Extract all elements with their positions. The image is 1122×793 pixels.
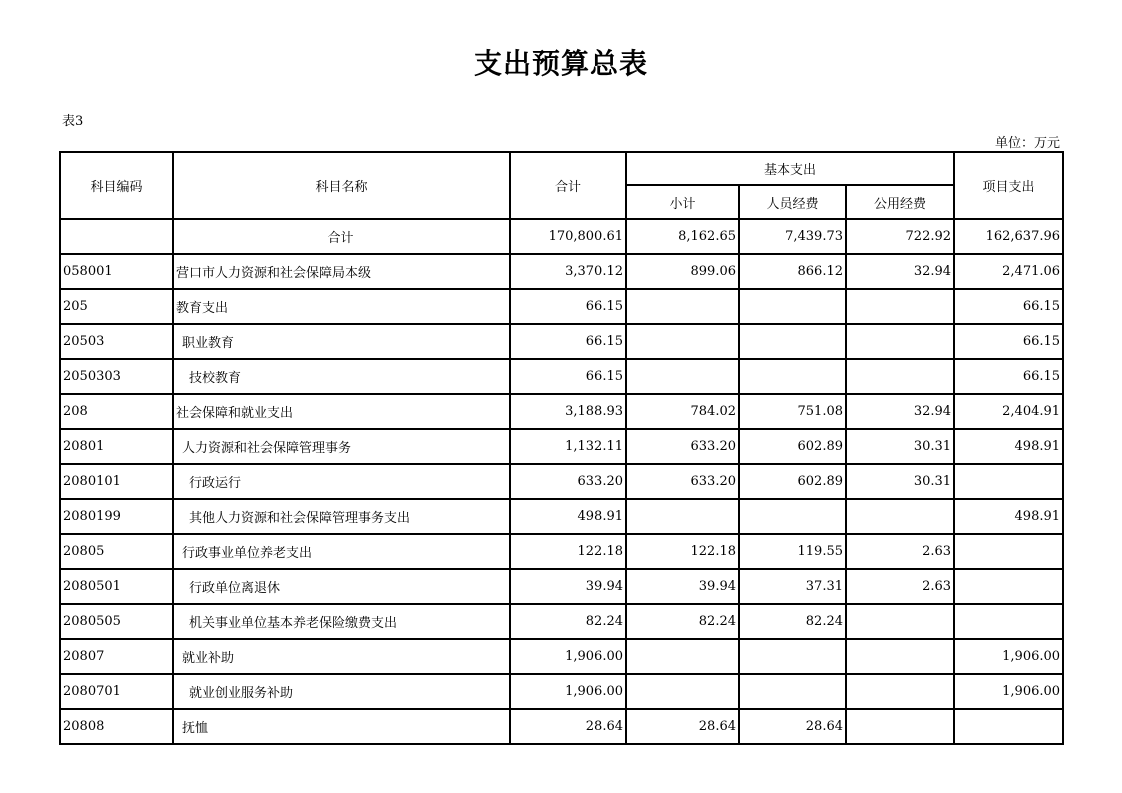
cell-code: 205 — [60, 289, 173, 324]
cell-subtotal: 8,162.65 — [626, 219, 739, 254]
table-row — [60, 289, 1063, 324]
cell-name: 就业创业服务补助 — [173, 674, 510, 709]
table-row — [60, 359, 1063, 394]
table-row — [60, 254, 1063, 289]
cell-code: 20805 — [60, 534, 173, 569]
cell-name: 就业补助 — [173, 639, 510, 674]
table-body — [60, 219, 1063, 744]
cell-subtotal: 633.20 — [626, 464, 739, 499]
cell-subtotal: 633.20 — [626, 429, 739, 464]
cell-subtotal — [626, 324, 739, 359]
table-row — [60, 569, 1063, 604]
cell-name: 社会保障和就业支出 — [173, 394, 510, 429]
cell-code: 208 — [60, 394, 173, 429]
budget-table — [59, 151, 1064, 745]
cell-code: 058001 — [60, 254, 173, 289]
cell-project — [954, 604, 1063, 639]
cell-total: 66.15 — [510, 289, 626, 324]
cell-total: 122.18 — [510, 534, 626, 569]
cell-public — [846, 499, 954, 534]
cell-personnel: 82.24 — [739, 604, 846, 639]
cell-code: 2080101 — [60, 464, 173, 499]
table-row — [60, 674, 1063, 709]
cell-name: 人力资源和社会保障管理事务 — [173, 429, 510, 464]
cell-total: 633.20 — [510, 464, 626, 499]
cell-name: 机关事业单位基本养老保险缴费支出 — [173, 604, 510, 639]
header-total: 合计 — [510, 152, 626, 219]
cell-project — [954, 534, 1063, 569]
cell-name: 其他人力资源和社会保障管理事务支出 — [173, 499, 510, 534]
cell-name: 行政事业单位养老支出 — [173, 534, 510, 569]
cell-subtotal — [626, 499, 739, 534]
cell-personnel — [739, 289, 846, 324]
cell-project: 2,471.06 — [954, 254, 1063, 289]
cell-total: 66.15 — [510, 359, 626, 394]
cell-project: 1,906.00 — [954, 639, 1063, 674]
table-row — [60, 219, 1063, 254]
cell-public — [846, 324, 954, 359]
cell-public — [846, 604, 954, 639]
cell-total: 3,370.12 — [510, 254, 626, 289]
cell-name: 职业教育 — [173, 324, 510, 359]
cell-personnel — [739, 499, 846, 534]
cell-project: 66.15 — [954, 289, 1063, 324]
cell-total: 170,800.61 — [510, 219, 626, 254]
table-row — [60, 534, 1063, 569]
cell-project: 498.91 — [954, 499, 1063, 534]
cell-subtotal: 28.64 — [626, 709, 739, 744]
header-basic: 基本支出 — [626, 152, 954, 185]
cell-total: 82.24 — [510, 604, 626, 639]
header-project: 项目支出 — [954, 152, 1063, 219]
cell-code: 20808 — [60, 709, 173, 744]
table-number: 表3 — [62, 114, 84, 129]
page-title: 支出预算总表 — [473, 47, 648, 80]
cell-subtotal — [626, 359, 739, 394]
cell-personnel: 37.31 — [739, 569, 846, 604]
header-name: 科目名称 — [173, 152, 510, 219]
cell-public: 2.63 — [846, 569, 954, 604]
cell-public — [846, 359, 954, 394]
cell-personnel — [739, 324, 846, 359]
cell-name: 抚恤 — [173, 709, 510, 744]
cell-total: 1,132.11 — [510, 429, 626, 464]
cell-personnel: 751.08 — [739, 394, 846, 429]
cell-code: 2080501 — [60, 569, 173, 604]
cell-public — [846, 674, 954, 709]
table-row — [60, 429, 1063, 464]
cell-personnel: 602.89 — [739, 464, 846, 499]
cell-personnel: 28.64 — [739, 709, 846, 744]
cell-project: 2,404.91 — [954, 394, 1063, 429]
cell-personnel: 602.89 — [739, 429, 846, 464]
table-row — [60, 394, 1063, 429]
table-row — [60, 464, 1063, 499]
cell-personnel — [739, 674, 846, 709]
cell-project: 498.91 — [954, 429, 1063, 464]
table-row — [60, 604, 1063, 639]
cell-total: 28.64 — [510, 709, 626, 744]
cell-code: 20503 — [60, 324, 173, 359]
cell-personnel — [739, 639, 846, 674]
cell-project: 1,906.00 — [954, 674, 1063, 709]
cell-total: 66.15 — [510, 324, 626, 359]
cell-total: 3,188.93 — [510, 394, 626, 429]
cell-total: 1,906.00 — [510, 674, 626, 709]
cell-personnel: 119.55 — [739, 534, 846, 569]
cell-subtotal: 899.06 — [626, 254, 739, 289]
header-code: 科目编码 — [60, 152, 173, 219]
table-row — [60, 709, 1063, 744]
cell-personnel: 7,439.73 — [739, 219, 846, 254]
unit-label: 单位：万元 — [994, 136, 1060, 151]
table-row — [60, 499, 1063, 534]
cell-subtotal — [626, 674, 739, 709]
cell-public: 32.94 — [846, 254, 954, 289]
cell-subtotal: 784.02 — [626, 394, 739, 429]
cell-subtotal: 82.24 — [626, 604, 739, 639]
cell-public: 30.31 — [846, 429, 954, 464]
cell-subtotal: 39.94 — [626, 569, 739, 604]
cell-project — [954, 464, 1063, 499]
cell-subtotal — [626, 289, 739, 324]
cell-project: 66.15 — [954, 324, 1063, 359]
cell-name: 合计 — [173, 219, 510, 254]
cell-total: 39.94 — [510, 569, 626, 604]
table-row — [60, 639, 1063, 674]
cell-code: 2080701 — [60, 674, 173, 709]
cell-public: 722.92 — [846, 219, 954, 254]
cell-total: 1,906.00 — [510, 639, 626, 674]
cell-total: 498.91 — [510, 499, 626, 534]
header-subtotal: 小计 — [626, 185, 739, 219]
header-personnel: 人员经费 — [739, 185, 846, 219]
cell-subtotal: 122.18 — [626, 534, 739, 569]
cell-public — [846, 289, 954, 324]
table-row — [60, 324, 1063, 359]
cell-public — [846, 639, 954, 674]
cell-public: 2.63 — [846, 534, 954, 569]
cell-name: 教育支出 — [173, 289, 510, 324]
table-header — [60, 152, 1063, 219]
cell-code: 2080199 — [60, 499, 173, 534]
cell-public: 32.94 — [846, 394, 954, 429]
cell-project — [954, 569, 1063, 604]
cell-code — [60, 219, 173, 254]
cell-public: 30.31 — [846, 464, 954, 499]
cell-code: 20807 — [60, 639, 173, 674]
cell-code: 20801 — [60, 429, 173, 464]
cell-public — [846, 709, 954, 744]
cell-project: 66.15 — [954, 359, 1063, 394]
cell-project: 162,637.96 — [954, 219, 1063, 254]
cell-name: 技校教育 — [173, 359, 510, 394]
cell-code: 2050303 — [60, 359, 173, 394]
cell-project — [954, 709, 1063, 744]
cell-name: 营口市人力资源和社会保障局本级 — [173, 254, 510, 289]
cell-personnel: 866.12 — [739, 254, 846, 289]
header-public: 公用经费 — [846, 185, 954, 219]
cell-subtotal — [626, 639, 739, 674]
cell-code: 2080505 — [60, 604, 173, 639]
cell-personnel — [739, 359, 846, 394]
cell-name: 行政运行 — [173, 464, 510, 499]
cell-name: 行政单位离退休 — [173, 569, 510, 604]
